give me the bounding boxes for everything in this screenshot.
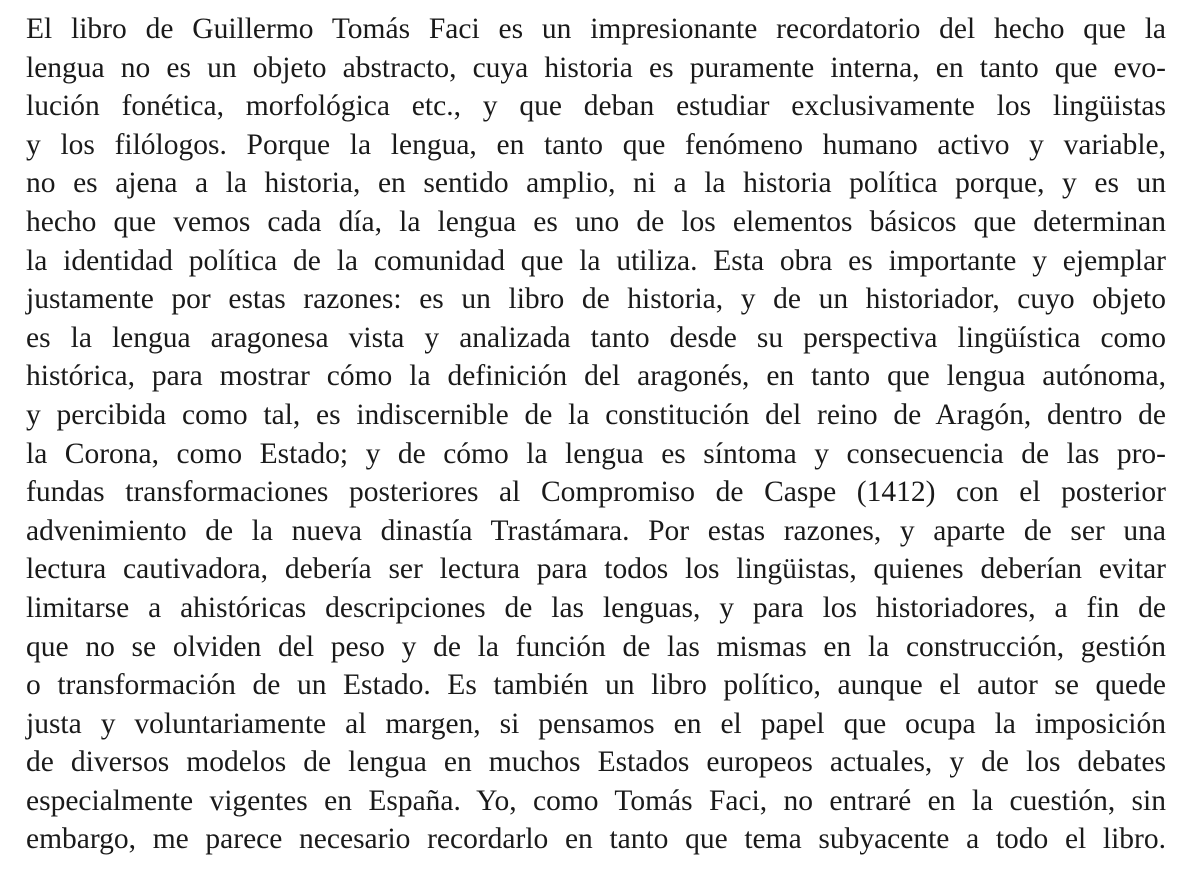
text-line: especialmente vigentes en España. Yo, como Tomás Faci, no entraré en la cuestión, sin: [26, 784, 1166, 817]
text-line: y percibida como tal, es indiscernible de la constitución del reino de Aragón, dentro de: [26, 398, 1166, 431]
text-line: o transformación de un Estado. Es también un libro político, aunque el autor se quede: [26, 669, 1166, 702]
text-line: de diversos modelos de lengua en muchos Estados europeos actuales, y de los debates: [26, 746, 1166, 779]
text-line: histórica, para mostrar cómo la definición del aragonés, en tanto que lengua autónoma,: [26, 360, 1167, 393]
text-line: que no se olviden del peso y de la función de las mismas en la construcción, gestión: [26, 630, 1167, 663]
text-line: advenimiento de la nueva dinastía Trastámara. Por estas razones, y aparte de ser una: [26, 514, 1166, 547]
text-line: El libro de Guillermo Tomás Faci es un impresionante recordatorio del hecho que la: [26, 13, 1166, 45]
text-line: hecho que vemos cada día, la lengua es uno de los elementos básicos que determinan: [26, 205, 1166, 238]
text-line: lución fonética, morfológica etc., y que deban estudiar exclusivamente los lingüistas: [26, 90, 1166, 123]
text-line: lectura cautivadora, debería ser lectura para todos los lingüistas, quienes deberían evitar: [26, 553, 1166, 586]
text-line: justamente por estas razones: es un libro de historia, y de un historiador, cuyo objeto: [26, 283, 1166, 316]
text-line: justa y voluntariamente al margen, si pensamos en el papel que ocupa la imposición: [26, 707, 1166, 740]
document-page: [26, 10, 1166, 859]
text-line: y los filólogos. Porque la lengua, en tanto que fenómeno humano activo y variable,: [26, 128, 1166, 161]
text-line: fundas transformaciones posteriores al Compromiso de Caspe (1412) con el posterior: [26, 476, 1166, 509]
text-line: limitarse a ahistóricas descripciones de las lenguas, y para los historiadores, a fin de: [26, 591, 1166, 624]
text-line: embargo, me parece necesario recordarlo en tanto que tema subyacente a todo el libro.: [26, 823, 1166, 856]
text-line: es la lengua aragonesa vista y analizada tanto desde su perspectiva lingüística como: [26, 321, 1167, 354]
text-line: la identidad política de la comunidad que la utiliza. Esta obra es importante y ejemplar: [26, 244, 1166, 277]
text-line: la Corona, como Estado; y de cómo la lengua es síntoma y consecuencia de las pro-: [26, 437, 1166, 470]
body-paragraph: [26, 10, 1166, 859]
text-line: lengua no es un objeto abstracto, cuya historia es puramente interna, en tanto que evo-: [26, 51, 1167, 84]
text-line: no es ajena a la historia, en sentido amplio, ni a la historia política porque, y es un: [26, 167, 1167, 200]
